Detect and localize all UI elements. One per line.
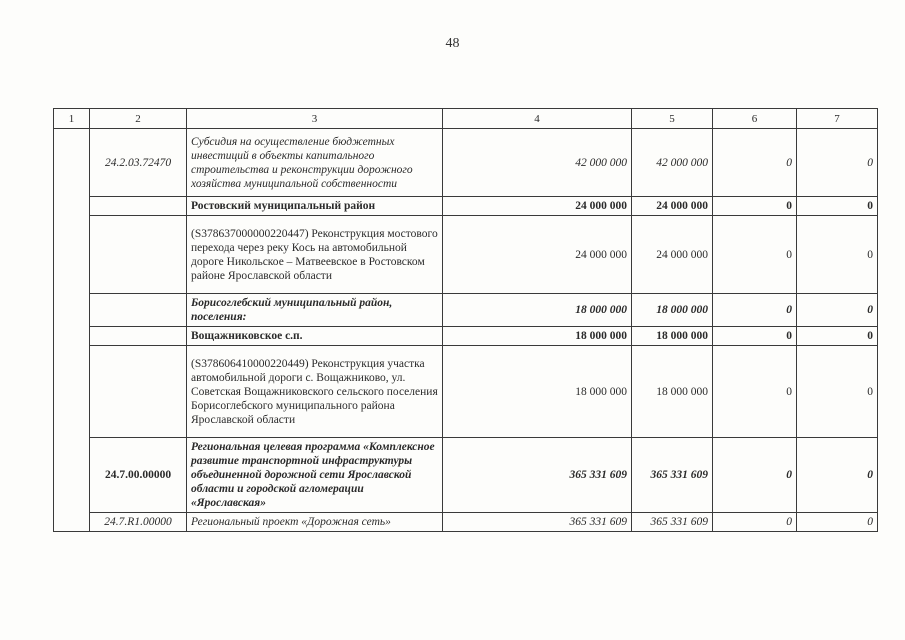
header-col-6: 6 <box>713 109 797 129</box>
table-row <box>54 327 878 346</box>
header-col-4: 4 <box>443 109 632 129</box>
amount-cell-6: 0 <box>713 346 797 438</box>
table-row <box>54 197 878 216</box>
table-row <box>54 129 878 197</box>
name-cell: Региональная целевая программа «Комплексное развитие транспортной инфраструктуры объединенной дорожной сети Ярославской области и городской агломерации «Ярославская» <box>187 438 443 513</box>
header-col-7: 7 <box>797 109 878 129</box>
code-cell: 24.7.00.00000 <box>90 438 187 513</box>
amount-cell-6: 0 <box>713 216 797 294</box>
amount-cell-6: 0 <box>713 294 797 327</box>
table-row <box>54 216 878 294</box>
amount-cell-4: 24 000 000 <box>443 216 632 294</box>
amount-cell-4: 24 000 000 <box>443 197 632 216</box>
amount-cell-7: 0 <box>797 197 878 216</box>
amount-cell-6: 0 <box>713 327 797 346</box>
amount-cell-7: 0 <box>797 294 878 327</box>
amount-cell-6: 0 <box>713 513 797 532</box>
table-row <box>54 513 878 532</box>
amount-cell-5: 42 000 000 <box>632 129 713 197</box>
header-col-2: 2 <box>90 109 187 129</box>
amount-cell-5: 18 000 000 <box>632 327 713 346</box>
code-cell <box>90 294 187 327</box>
name-cell: (S378606410000220449) Реконструкция участка автомобильной дороги с. Вощажниково, ул. Советская Вощажниковского сельского поселения Борисоглебского муниципального района Ярославской области <box>187 346 443 438</box>
amount-cell-6: 0 <box>713 438 797 513</box>
amount-cell-5: 24 000 000 <box>632 197 713 216</box>
amount-cell-4: 365 331 609 <box>443 438 632 513</box>
amount-cell-4: 365 331 609 <box>443 513 632 532</box>
amount-cell-7: 0 <box>797 346 878 438</box>
row-number-cell <box>54 129 90 532</box>
amount-cell-4: 42 000 000 <box>443 129 632 197</box>
amount-cell-5: 365 331 609 <box>632 513 713 532</box>
amount-cell-7: 0 <box>797 327 878 346</box>
header-col-1: 1 <box>54 109 90 129</box>
amount-cell-4: 18 000 000 <box>443 294 632 327</box>
table-row <box>54 438 878 513</box>
budget-table <box>53 108 878 532</box>
header-col-5: 5 <box>632 109 713 129</box>
amount-cell-7: 0 <box>797 129 878 197</box>
code-cell <box>90 327 187 346</box>
code-cell <box>90 197 187 216</box>
code-cell <box>90 216 187 294</box>
code-cell <box>90 346 187 438</box>
amount-cell-7: 0 <box>797 513 878 532</box>
page-number: 48 <box>445 36 460 51</box>
name-cell: Борисоглебский муниципальный район, поселения: <box>187 294 443 327</box>
amount-cell-4: 18 000 000 <box>443 346 632 438</box>
amount-cell-7: 0 <box>797 216 878 294</box>
code-cell: 24.2.03.72470 <box>90 129 187 197</box>
name-cell: Субсидия на осуществление бюджетных инвестиций в объекты капитального строительства и реконструкции дорожного хозяйства муниципальной собственности <box>187 129 443 197</box>
name-cell: Вощажниковское с.п. <box>187 327 443 346</box>
name-cell: Региональный проект «Дорожная сеть» <box>187 513 443 532</box>
name-cell: Ростовский муниципальный район <box>187 197 443 216</box>
amount-cell-7: 0 <box>797 438 878 513</box>
table-row <box>54 294 878 327</box>
amount-cell-5: 24 000 000 <box>632 216 713 294</box>
amount-cell-6: 0 <box>713 197 797 216</box>
name-cell: (S378637000000220447) Реконструкция мостового перехода через реку Кось на автомобильной дороге Никольское – Матвеевское в Ростовском районе Ярославской области <box>187 216 443 294</box>
table-header-row <box>54 109 878 129</box>
table-row <box>54 346 878 438</box>
amount-cell-6: 0 <box>713 129 797 197</box>
amount-cell-5: 18 000 000 <box>632 346 713 438</box>
code-cell: 24.7.R1.00000 <box>90 513 187 532</box>
header-col-3: 3 <box>187 109 443 129</box>
amount-cell-5: 18 000 000 <box>632 294 713 327</box>
amount-cell-4: 18 000 000 <box>443 327 632 346</box>
amount-cell-5: 365 331 609 <box>632 438 713 513</box>
